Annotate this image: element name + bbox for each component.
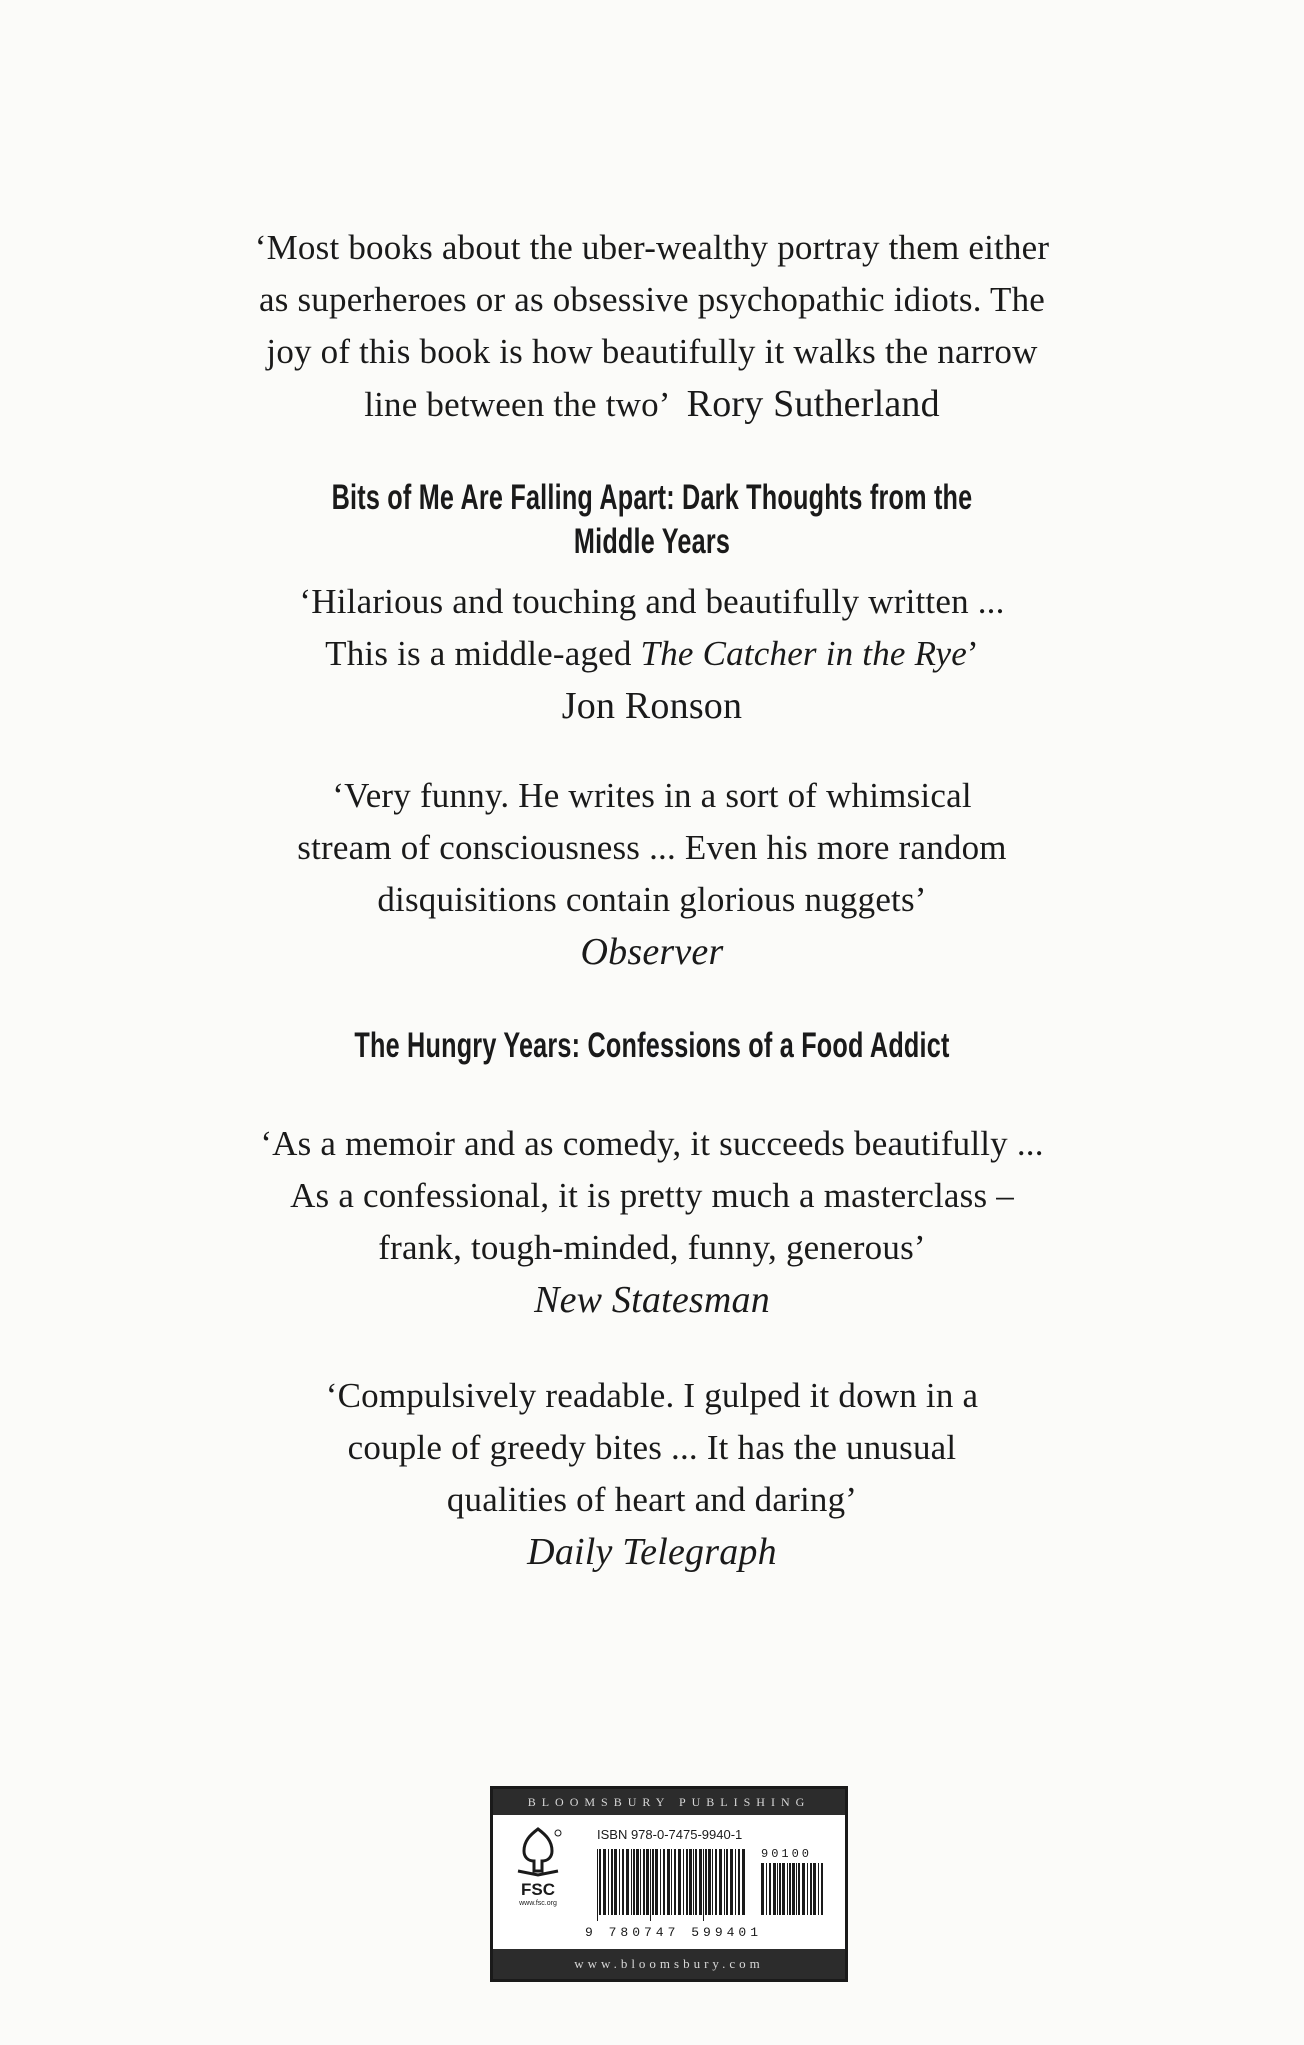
barcode-bar: [726, 1849, 728, 1915]
quote-line: ‘Hilarious and touching and beautifully written ...: [299, 582, 1005, 621]
barcode-bar: [719, 1849, 722, 1915]
barcode-bar: [818, 1863, 819, 1915]
barcode-bar: [614, 1849, 617, 1915]
barcode-bar: [742, 1849, 745, 1915]
barcode-bar: [689, 1849, 692, 1915]
quote-line: As a confessional, it is pretty much a masterclass –: [290, 1176, 1014, 1215]
quote-line: disquisitions contain glorious nuggets’: [377, 880, 927, 919]
barcode-bar: [597, 1849, 598, 1921]
book-title-heading: Bits of Me Are Falling Apart: Dark Thoughts from the Middle Years: [331, 478, 973, 561]
barcode-bar: [777, 1863, 778, 1915]
barcode-bar: [796, 1863, 797, 1915]
barcode-bar: [730, 1849, 733, 1915]
barcode-bar: [821, 1863, 823, 1915]
quote-rory-sutherland: [150, 222, 1154, 431]
ean-digits: 9 780747 599401: [585, 1925, 763, 1940]
barcode-bar: [769, 1863, 771, 1915]
quote-line-text: This is a middle-aged: [325, 634, 641, 673]
quote-line: ‘Compulsively readable. I gulped it down in a: [325, 1376, 979, 1415]
quote-line-text: line between the two’: [364, 385, 671, 424]
barcode-bar: [792, 1863, 795, 1915]
barcode-bar: [703, 1849, 704, 1921]
website-banner: www.bloomsbury.com: [493, 1949, 845, 1979]
quote-attribution: Jon Ronson: [561, 685, 743, 727]
barcode-bar: [619, 1849, 620, 1915]
barcode-bar: [608, 1849, 609, 1915]
barcode-bar: [660, 1849, 661, 1915]
quote-attribution: Observer: [580, 931, 724, 973]
fsc-label: FSC: [521, 1880, 555, 1899]
barcode-bar: [693, 1849, 694, 1915]
barcode-bar: [655, 1849, 658, 1915]
barcode-bar: [787, 1863, 788, 1915]
barcode-bar: [735, 1849, 736, 1915]
barcode-bar: [705, 1849, 707, 1915]
addon-barcode: [761, 1863, 825, 1921]
barcode-bar: [761, 1863, 764, 1915]
quote-line: qualities of heart and daring’: [446, 1480, 858, 1519]
barcode-bar: [699, 1849, 702, 1915]
quote-line: [150, 628, 1154, 680]
quote-line: couple of greedy bites ... It has the unusual: [347, 1428, 957, 1467]
barcode-bar: [611, 1849, 613, 1915]
barcode-bar: [626, 1849, 629, 1915]
barcode-bar: [802, 1863, 805, 1915]
quote-line: stream of consciousness ... Even his more random: [297, 828, 1007, 867]
barcode-bar: [622, 1849, 624, 1915]
barcode-bar: [667, 1849, 670, 1915]
quote-close-mark: ’: [967, 634, 979, 673]
quote-line: ‘Most books about the uber-wealthy portray them either: [254, 228, 1050, 267]
barcode-bar: [695, 1849, 697, 1915]
barcode-bar: [663, 1849, 665, 1915]
barcode-bar: [640, 1849, 641, 1915]
barcode-bar: [789, 1863, 791, 1915]
quote-daily-telegraph: [150, 1370, 1154, 1578]
barcode-bar: [603, 1849, 606, 1915]
barcode-bar: [738, 1849, 740, 1915]
barcode-bar: [652, 1849, 654, 1915]
quote-attribution: New Statesman: [534, 1279, 770, 1321]
barcode-bar: [807, 1863, 808, 1915]
fsc-url: www.fsc.org: [519, 1900, 557, 1907]
barcode-bar: [633, 1849, 635, 1915]
barcode-bar: [766, 1863, 767, 1915]
barcode-bar: [646, 1849, 649, 1915]
barcode-bar: [712, 1849, 713, 1915]
barcode-bar: [810, 1863, 812, 1915]
barcode-bar: [782, 1863, 785, 1915]
barcode-bar: [708, 1849, 711, 1915]
barcode-bar: [773, 1863, 776, 1915]
barcode-bar: [779, 1863, 781, 1915]
barcode-bar: [643, 1849, 645, 1915]
quote-line: ‘Very funny. He writes in a sort of whimsical: [332, 776, 972, 815]
fsc-logo: [507, 1825, 569, 1935]
book-title-heading: The Hungry Years: Confessions of a Food Addict: [354, 1026, 950, 1065]
quote-line: [150, 378, 1154, 431]
quote-observer: [150, 770, 1154, 978]
barcode-bar: [683, 1849, 684, 1915]
quote-attribution: Daily Telegraph: [527, 1531, 777, 1573]
barcode-bar: [650, 1849, 651, 1921]
fsc-tree-icon: [512, 1825, 564, 1881]
barcode-bar: [715, 1849, 717, 1915]
barcode-bar: [631, 1849, 632, 1915]
quote-jon-ronson: [150, 576, 1154, 732]
quote-line: joy of this book is how beautifully it walks the narrow: [266, 332, 1038, 371]
barcode-bar: [724, 1849, 725, 1915]
barcode-box: [490, 1786, 848, 1982]
quote-attribution: Rory Sutherland: [686, 383, 940, 425]
barcode-bar: [798, 1863, 800, 1915]
quote-new-statesman: [150, 1118, 1154, 1326]
isbn-text: ISBN 978-0-7475-9940-1: [597, 1827, 743, 1842]
quote-line: frank, tough-minded, funny, generous’: [378, 1228, 926, 1267]
barcode-bar: [636, 1849, 639, 1915]
barcode-bar: [671, 1849, 672, 1915]
quoted-book-title: The Catcher in the Rye: [640, 634, 968, 673]
quote-line: ‘As a memoir and as comedy, it succeeds beautifully ...: [260, 1124, 1044, 1163]
price-code: 90100: [761, 1847, 813, 1861]
quote-line: as superheroes or as obsessive psychopathic idiots. The: [258, 280, 1046, 319]
barcode-bar: [599, 1849, 601, 1915]
barcode-bar: [678, 1849, 681, 1915]
barcode-bar: [813, 1863, 816, 1915]
barcode-bar: [686, 1849, 688, 1915]
ean-barcode: [597, 1849, 747, 1921]
publisher-banner: BLOOMSBURY PUBLISHING: [493, 1789, 845, 1815]
barcode-bar: [674, 1849, 676, 1915]
